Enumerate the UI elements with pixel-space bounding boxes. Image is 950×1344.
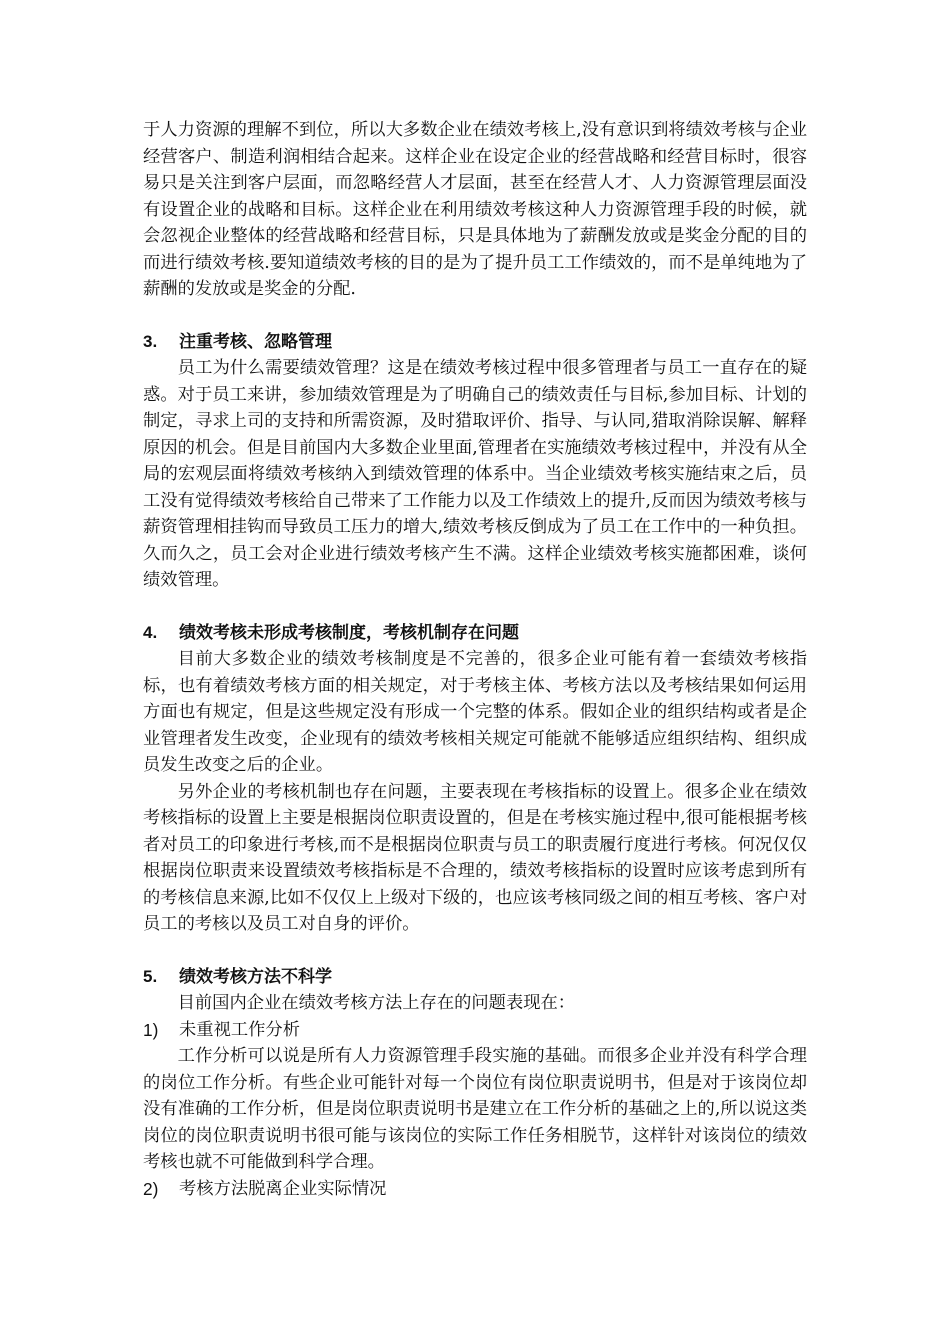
section-5-title: 绩效考核方法不科学 [179,966,332,987]
section-4-paragraph-1: 目前大多数企业的绩效考核制度是不完善的，很多企业可能有着一套绩效考核指标，也有着绩效考核方面的相关规定，对于考核主体、考核方法以及考核结果如何运用方面也有规定，但是这些规定没有形成一个完整的体系。假如企业的组织结构或者是企业管理者发生改变，企业现有的绩效考核相关规定可能就不能够适应组织结构、组织成员发生改变之后的企业。 [143,649,807,775]
spacer [143,938,807,964]
section-5-item-1-paragraph: 工作分析可以说是所有人力资源管理手段实施的基础。而很多企业并没有科学合理的岗位工作分析。有些企业可能针对每一个岗位有岗位职责说明书，但是对于该岗位却没有准确的工作分析，但是岗位职责说明书是建立在工作分析的基础之上的,所以说这类岗位的岗位职责说明书很可能与该岗位的实际工作任务相脱节，这样针对该岗位的绩效考核也就不可能做到科学合理。 [143,1046,807,1172]
spacer [143,594,807,620]
section-5-item-1 [143,1017,807,1044]
spacer [143,303,807,329]
section-3-heading [143,329,807,356]
section-5-heading [143,964,807,991]
section-5-item-1-number: 1) [143,1019,159,1040]
section-5-item-2-number: 2) [143,1178,159,1199]
section-5-item-1-title: 未重视工作分析 [179,1019,300,1040]
section-4-heading [143,620,807,647]
section-4-title: 绩效考核未形成考核制度，考核机制存在问题 [179,622,519,643]
section-5-item-2 [143,1176,807,1203]
document-page [143,117,807,1202]
section-5-number: 5. [143,966,158,986]
section-4-paragraph-2: 另外企业的考核机制也存在问题，主要表现在考核指标的设置上。很多企业在绩效考核指标的设置上主要是根据岗位职责设置的，但是在考核实施过程中,很可能根据考核者对员工的印象进行考核,而不是根据岗位职责与员工的职责履行度进行考核。何况仅仅根据岗位职责来设置绩效考核指标是不合理的，绩效考核指标的设置时应该考虑到所有的考核信息来源,比如不仅仅上上级对下级的，也应该考核同级之间的相互考核、客户对员工的考核以及员工对自身的评价。 [143,781,807,934]
section-4-number: 4. [143,622,158,642]
section-3-number: 3. [143,331,158,351]
section-5-item-2-title: 考核方法脱离企业实际情况 [179,1178,387,1199]
intro-paragraph: 于人力资源的理解不到位，所以大多数企业在绩效考核上,没有意识到将绩效考核与企业经营客户、制造利润相结合起来。这样企业在设定企业的经营战略和经营目标时，很容易只是关注到客户层面，而忽略经营人才层面，甚至在经营人才、人力资源管理层面没有设置企业的战略和目标。这样企业在利用绩效考核这种人力资源管理手段的时候，就会忽视企业整体的经营战略和经营目标，只是具体地为了薪酬发放或是奖金分配的目的而进行绩效考核.要知道绩效考核的目的是为了提升员工工作绩效的，而不是单纯地为了薪酬的发放或是奖金的分配. [143,120,807,299]
section-3-title: 注重考核、忽略管理 [179,331,332,352]
section-3-paragraph: 员工为什么需要绩效管理？这是在绩效考核过程中很多管理者与员工一直存在的疑惑。对于员工来讲，参加绩效管理是为了明确自己的绩效责任与目标,参加目标、计划的制定，寻求上司的支持和所需资源，及时猎取评价、指导、与认同,猎取消除误解、解释原因的机会。但是目前国内大多数企业里面,管理者在实施绩效考核过程中，并没有从全局的宏观层面将绩效考核纳入到绩效管理的体系中。当企业绩效考核实施结束之后，员工没有觉得绩效考核给自己带来了工作能力以及工作绩效上的提升,反而因为绩效考核与薪资管理相挂钩而导致员工压力的增大,绩效考核反倒成为了员工在工作中的一种负担。久而久之，员工会对企业进行绩效考核产生不满。这样企业绩效考核实施都困难，谈何绩效管理。 [143,358,807,590]
section-5-intro: 目前国内企业在绩效考核方法上存在的问题表现在： [177,993,576,1013]
